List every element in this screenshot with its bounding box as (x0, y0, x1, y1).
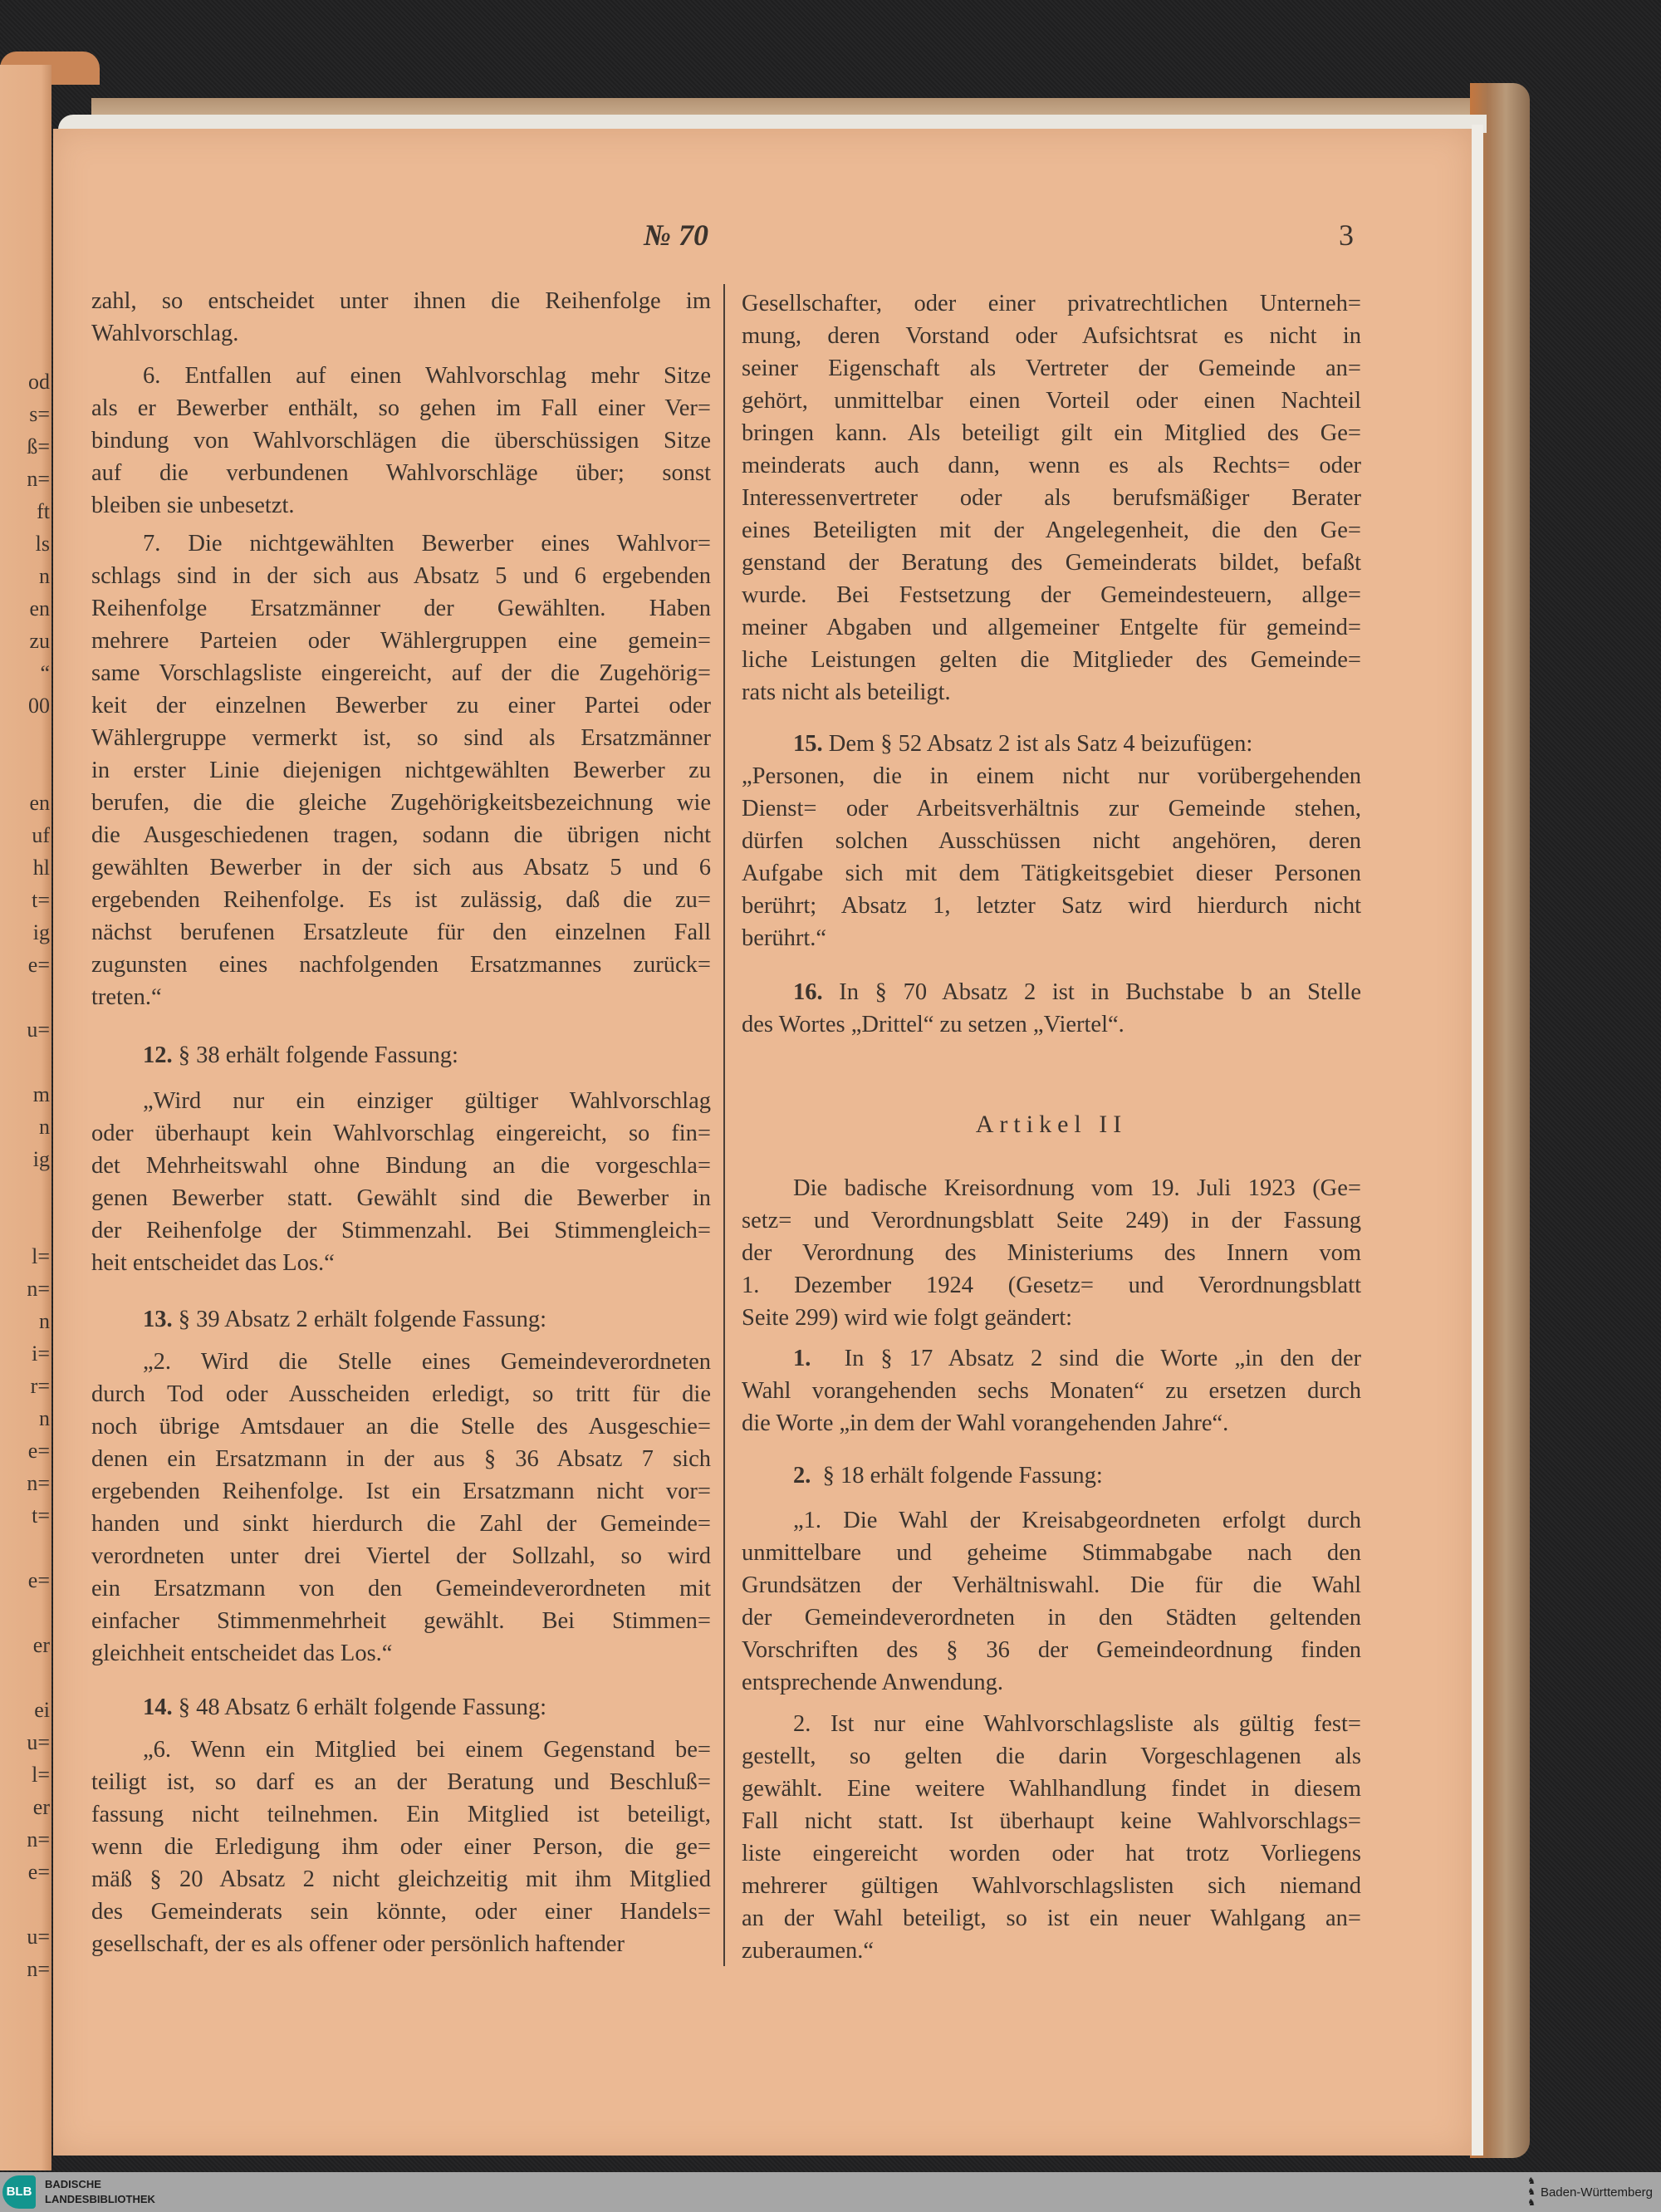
line-text: „6. Wenn ein Mitglied bei einem Gegenstand be= (143, 1737, 711, 1763)
blb-logo[interactable]: BLB (2, 2175, 36, 2209)
line-text: § 18 erhält folgende Fassung: (811, 1463, 1103, 1489)
line-text: meinderats auch dann, wenn es als Rechts= oder (742, 453, 1361, 478)
text-line (91, 851, 711, 884)
line-text: 1. Dezember 1924 (Gesetz= und Verordnungsblatt (742, 1273, 1361, 1298)
issue-number: № 70 (644, 218, 708, 252)
line-text: „Wird nur ein einziger gültiger Wahlvorschlag (143, 1088, 711, 1114)
fragment-line: ft (37, 499, 50, 523)
item-number: 14. (143, 1695, 173, 1720)
line-text: „1. Die Wahl der Kreisabgeordneten erfolgt durch (793, 1508, 1361, 1533)
fragment-line: e= (27, 1439, 50, 1463)
article-heading: Artikel II (975, 1111, 1128, 1138)
text-line (742, 611, 1361, 644)
line-text: mung, deren Vorstand oder Aufsichtsrat es nicht in (742, 323, 1361, 349)
text-line (742, 320, 1361, 352)
fragment-line: en (29, 791, 50, 815)
text-line (742, 1708, 1361, 1740)
previous-page-text-fragments (2, 365, 50, 1985)
fragment-line (2, 1661, 50, 1694)
previous-page-edge (0, 65, 51, 2170)
text-line (742, 922, 1361, 954)
line-text: des Wortes „Drittel“ zu setzen „Viertel“. (742, 1012, 1124, 1037)
line-text: liche Leistungen gelten die Mitglieder des Gemeinde= (742, 647, 1361, 673)
line-text: rats nicht als beteiligt. (742, 679, 951, 705)
fragment-line: n= (27, 467, 50, 491)
text-line (91, 884, 711, 916)
line-text: keit der einzelnen Bewerber zu einer Partei oder (91, 693, 711, 719)
paragraph (91, 1039, 711, 1072)
line-text: treten.“ (91, 984, 162, 1010)
line-text: In § 70 Absatz 2 ist in Buchstabe b an Stelle (822, 979, 1361, 1005)
text-line (91, 981, 711, 1013)
line-text: wurde. Bei Festsetzung der Gemeindesteuern, allge= (742, 582, 1361, 608)
text-line (742, 792, 1361, 825)
text-line (91, 1798, 711, 1831)
text-line (91, 1475, 711, 1508)
item-number: 1. (793, 1346, 811, 1371)
line-text: „2. Wird die Stelle eines Gemeindeverordneten (143, 1349, 711, 1375)
line-text: setz= und Verordnungsblatt Seite 249) in der Fassung (742, 1208, 1361, 1234)
text-line (91, 1896, 711, 1928)
library-name-line1: BADISCHE (45, 2178, 101, 2190)
line-text: Die badische Kreisordnung vom 19. Juli 1923 (Ge= (793, 1175, 1361, 1201)
text-line (742, 1902, 1361, 1935)
line-text: zahl, so entscheidet unter ihnen die Reihenfolge im (91, 288, 711, 314)
fragment-line: t= (32, 1503, 50, 1528)
text-line (91, 689, 711, 722)
line-text: mäß § 20 Absatz 2 nicht gleichzeitig mit ihm Mitglied (91, 1866, 711, 1892)
fragment-line: n (39, 1309, 50, 1333)
line-text: mehrerer gültigen Wahlvorschlagslisten sich niemand (742, 1873, 1361, 1899)
item-number: 13. (143, 1307, 173, 1332)
fragment-line: ls (35, 532, 50, 556)
text-line (742, 287, 1361, 320)
line-text: Dienst= oder Arbeitsverhältnis zur Gemeinde stehen, (742, 796, 1361, 822)
line-text: gehört, unmittelbar einen Vorteil oder einen Nachteil (742, 388, 1361, 414)
text-line (742, 857, 1361, 890)
line-text: nächst berufenen Ersatzleute für den einzelnen Fall (91, 920, 711, 945)
text-line (91, 1831, 711, 1863)
text-line (91, 1247, 711, 1279)
fragment-line: l= (32, 1763, 50, 1787)
text-line (742, 1537, 1361, 1569)
line-text: ein Ersatzmann von den Gemeindeverordneten mit (91, 1576, 711, 1601)
paragraph (91, 1691, 711, 1724)
line-text: gesellschaft, der es als offener oder persönlich haftender (91, 1931, 625, 1957)
text-line (91, 1039, 711, 1072)
item-number: 16. (793, 979, 823, 1005)
text-line (91, 424, 711, 457)
text-line (91, 317, 711, 350)
text-line (742, 976, 1361, 1008)
line-text: ergebenden Reihenfolge. Ist ein Ersatzmann nicht vor= (91, 1479, 711, 1504)
text-line (742, 1870, 1361, 1902)
text-line (91, 1691, 711, 1724)
text-line (742, 1634, 1361, 1666)
paragraph (742, 760, 1361, 954)
line-text: an der Wahl beteiligt, so ist ein neuer Wahlgang an= (742, 1905, 1361, 1931)
text-line (91, 1637, 711, 1670)
fragment-line: u= (27, 1018, 50, 1042)
text-line (742, 1204, 1361, 1237)
fragment-line: od (28, 370, 50, 394)
line-text: in erster Linie diejenigen nichtgewählten Bewerber zu (91, 758, 711, 783)
fragment-line (2, 722, 50, 754)
line-text: Gesellschafter, oder einer privatrechtlichen Unterneh= (742, 291, 1361, 316)
text-line (91, 1378, 711, 1410)
fragment-line: n (39, 1406, 50, 1430)
fragment-line (2, 1596, 50, 1629)
text-line (742, 1740, 1361, 1773)
text-line (742, 385, 1361, 417)
text-line (91, 489, 711, 522)
line-text: fassung nicht teilnehmen. Ein Mitglied ist beteiligt, (91, 1802, 711, 1827)
text-line (742, 1172, 1361, 1204)
text-line (742, 1666, 1361, 1699)
fragment-line: zu (29, 629, 50, 653)
fragment-line (2, 1532, 50, 1564)
text-line (742, 1302, 1361, 1334)
fragment-line: n= (27, 1277, 50, 1301)
line-text: handen und sinkt hierdurch die Zahl der Gemeinde= (91, 1511, 711, 1537)
line-text: berufen, die die gleiche Zugehörigkeitsbezeichnung wie (91, 790, 711, 816)
line-text: 2. Ist nur eine Wahlvorschlagsliste als gültig fest= (793, 1711, 1361, 1737)
text-line (742, 760, 1361, 792)
line-text: Wahlvorschlag. (91, 321, 239, 346)
fragment-line: r= (30, 1374, 50, 1398)
line-text: Vorschriften des § 36 der Gemeindeordnung finden (742, 1637, 1361, 1663)
text-line (91, 819, 711, 851)
line-text: gewählten Bewerber in der sich aus Absatz 5 und 6 (91, 855, 711, 880)
text-line (91, 1214, 711, 1247)
line-text: entsprechende Anwendung. (742, 1670, 1003, 1695)
line-text: auf die verbundenen Wahlvorschläge über; sonst (91, 460, 711, 486)
fragment-line: m (32, 1082, 50, 1106)
text-line (91, 625, 711, 657)
text-line (742, 547, 1361, 579)
line-text: Dem § 52 Absatz 2 ist als Satz 4 beizufügen: (822, 731, 1253, 757)
fragment-line (2, 754, 50, 787)
fragment-line: uf (32, 823, 50, 847)
text-line (742, 449, 1361, 482)
fragment-line: l= (32, 1244, 50, 1268)
line-text: Wahl vorangehenden sechs Monaten“ zu ersetzen durch (742, 1378, 1361, 1404)
fragment-line: e= (27, 953, 50, 977)
line-text: des Gemeinderats sein könnte, oder einer Handels= (91, 1899, 711, 1925)
line-text: meiner Abgaben und allgemeiner Entgelte für gemeind= (742, 615, 1361, 640)
line-text: gleichheit entscheidet das Los.“ (91, 1641, 393, 1666)
fragment-line (2, 1208, 50, 1240)
text-line (742, 1935, 1361, 1967)
fragment-line: er (32, 1633, 50, 1657)
paragraph (91, 1346, 711, 1670)
line-text: ergebenden Reihenfolge. Es ist zulässig, daß die zu= (91, 887, 711, 913)
line-text: einfacher Stimmenmehrheit gewählt. Bei Stimmen= (91, 1608, 711, 1634)
text-line (742, 1773, 1361, 1805)
paragraph (91, 1303, 711, 1336)
item-number: 15. (793, 731, 823, 757)
paragraph (742, 1504, 1361, 1699)
line-text: als er Bewerber enthält, so gehen im Fall einer Ver= (91, 395, 711, 421)
baden-wuerttemberg-logo[interactable] (1527, 2172, 1653, 2212)
fragment-line (2, 1888, 50, 1920)
fragment-line: u= (27, 1730, 50, 1754)
fragment-line: n (39, 1115, 50, 1139)
fragment-line: n= (27, 1827, 50, 1852)
text-line (91, 754, 711, 787)
line-text: bringen kann. Als beteiligt gilt ein Mitglied des Ge= (742, 420, 1361, 446)
fragment-line: ig (32, 1147, 50, 1171)
fragment-line (2, 981, 50, 1013)
text-line (742, 1569, 1361, 1601)
paragraph (742, 976, 1361, 1041)
text-line (91, 1734, 711, 1766)
line-text: wenn die Erledigung ihm oder einer Person, die ge= (91, 1834, 711, 1860)
line-text: mehrere Parteien oder Wählergruppen eine gemein= (91, 628, 711, 654)
text-line (91, 1508, 711, 1540)
text-line (91, 1303, 711, 1336)
text-line (91, 285, 711, 317)
fragment-line: ß= (27, 434, 50, 459)
line-text: zugunsten eines nachfolgenden Ersatzmannes zurück= (91, 952, 711, 978)
line-text: gewählt. Eine weitere Wahlhandlung findet in diesem (742, 1776, 1361, 1802)
line-text: bleiben sie unbesetzt. (91, 493, 295, 518)
fragment-line: e= (27, 1568, 50, 1592)
text-line (91, 560, 711, 592)
text-line (742, 1375, 1361, 1407)
line-text: der Gemeindeverordneten in den Städten geltenden (742, 1605, 1361, 1631)
line-text: Fall nicht statt. Ist überhaupt keine Wahlvorschlags= (742, 1808, 1361, 1834)
library-name[interactable] (45, 2177, 155, 2207)
text-line (742, 676, 1361, 709)
text-line (742, 1269, 1361, 1302)
paragraph (91, 360, 711, 522)
line-text: § 48 Absatz 6 erhält folgende Fassung: (172, 1695, 547, 1720)
fragment-line: “ (40, 661, 50, 685)
line-text: noch übrige Amtsdauer an die Stelle des Ausgeschie= (91, 1414, 711, 1440)
state-name: Baden-Württemberg (1540, 2185, 1653, 2200)
paragraph (91, 527, 711, 1013)
fragment-line: 00 (28, 694, 50, 718)
line-text: der Verordnung des Ministeriums des Innern vom (742, 1240, 1361, 1266)
page-stack-edge-right (1472, 125, 1483, 2156)
text-line (742, 644, 1361, 676)
text-line (742, 825, 1361, 857)
text-line (91, 457, 711, 489)
fragment-line: ei (34, 1698, 50, 1722)
line-text: Wählergruppe vermerkt ist, so sind als Ersatzmänner (91, 725, 711, 751)
text-line (742, 1407, 1361, 1440)
line-text: unmittelbare und geheime Stimmabgabe nach den (742, 1540, 1361, 1566)
item-number: 12. (143, 1042, 173, 1068)
text-line (91, 1443, 711, 1475)
text-line (742, 1342, 1361, 1375)
footer-bar (0, 2172, 1661, 2212)
fragment-line: n (39, 564, 50, 588)
line-text: 6. Entfallen auf einen Wahlvorschlag mehr Sitze (143, 363, 711, 389)
line-text: zuberaumen.“ (742, 1938, 875, 1964)
text-line (742, 1237, 1361, 1269)
column-divider (723, 284, 725, 1966)
text-line (91, 787, 711, 819)
line-text: bindung von Wahlvorschlägen die überschüssigen Sitze (91, 428, 711, 454)
line-text: die Ausgeschiedenen tragen, sodann die übrigen nicht (91, 822, 711, 848)
text-line (742, 352, 1361, 385)
text-line (91, 360, 711, 392)
text-line (742, 1008, 1361, 1041)
line-text: heit entscheidet das Los.“ (91, 1250, 335, 1276)
text-line (91, 592, 711, 625)
text-line (91, 1410, 711, 1443)
text-line (742, 1601, 1361, 1634)
text-line (742, 890, 1361, 922)
fragment-line (2, 1046, 50, 1078)
line-text: genen Bewerber statt. Gewählt sind die Bewerber in (91, 1185, 711, 1211)
text-line (91, 527, 711, 560)
text-line (91, 949, 711, 981)
line-text: 7. Die nichtgewählten Bewerber eines Wahlvor= (143, 531, 711, 557)
fragment-line: s= (29, 402, 50, 426)
text-line (91, 1863, 711, 1896)
text-line (91, 1572, 711, 1605)
paragraph (91, 1085, 711, 1279)
line-text: durch Tod oder Ausscheiden erledigt, so tritt für die (91, 1381, 711, 1407)
text-line (91, 1540, 711, 1572)
text-line (742, 417, 1361, 449)
fragment-line: i= (32, 1341, 50, 1366)
text-line (742, 579, 1361, 611)
text-line (91, 722, 711, 754)
text-line (91, 1117, 711, 1150)
page-number: 3 (1339, 218, 1354, 252)
line-text: „Personen, die in einem nicht nur vorübergehenden (742, 763, 1361, 789)
text-line (91, 916, 711, 949)
fragment-line: n= (27, 1471, 50, 1495)
text-line (91, 392, 711, 424)
fragment-line: er (32, 1795, 50, 1819)
line-text: Seite 299) wird wie folgt geändert: (742, 1305, 1073, 1331)
line-text: Reihenfolge Ersatzmänner der Gewählten. Haben (91, 596, 711, 621)
text-line (742, 1805, 1361, 1837)
fragment-line: u= (27, 1925, 50, 1949)
line-text: liste eingereicht worden oder hat trotz Vorliegens (742, 1841, 1361, 1866)
line-text: gestellt, so gelten die darin Vorgeschlagenen als (742, 1744, 1361, 1769)
line-text: seiner Eigenschaft als Vertreter der Gemeinde an= (742, 356, 1361, 381)
text-line (91, 1928, 711, 1960)
line-text: oder überhaupt kein Wahlvorschlag eingereicht, so fin= (91, 1121, 711, 1146)
library-name-line2: LANDESBIBLIOTHEK (45, 2193, 155, 2205)
text-line (91, 1766, 711, 1798)
paragraph (742, 1708, 1361, 1967)
text-line (91, 1182, 711, 1214)
text-line (91, 1150, 711, 1182)
line-text: § 38 erhält folgende Fassung: (172, 1042, 458, 1068)
text-line (742, 728, 1361, 760)
fragment-line: hl (32, 856, 50, 880)
lions-icon: ♞ ♞ ♞ (1527, 2175, 1536, 2208)
line-text: Interessenvertreter oder als berufsmäßiger Berater (742, 485, 1361, 511)
line-text: In § 17 Absatz 2 sind die Worte „in den der (811, 1346, 1361, 1371)
item-number: 2. (793, 1463, 811, 1489)
line-text: § 39 Absatz 2 erhält folgende Fassung: (172, 1307, 547, 1332)
text-line (91, 657, 711, 689)
paragraph (742, 1342, 1361, 1440)
text-line (742, 482, 1361, 514)
paragraph (742, 287, 1361, 709)
text-line (91, 1605, 711, 1637)
line-text: genstand der Beratung des Gemeinderats bildet, befaßt (742, 550, 1361, 576)
line-text: die Worte „in dem der Wahl vorangehenden Jahre“. (742, 1410, 1229, 1436)
paragraph (742, 1459, 1361, 1492)
paragraph (91, 285, 711, 350)
line-text: det Mehrheitswahl ohne Bindung an die vorgeschla= (91, 1153, 711, 1179)
text-line (742, 514, 1361, 547)
line-text: Grundsätzen der Verhältniswahl. Die für die Wahl (742, 1572, 1361, 1598)
line-text: verordneten unter drei Viertel der Sollzahl, so wird (91, 1543, 711, 1569)
line-text: dürfen solchen Ausschüssen nicht angehören, deren (742, 828, 1361, 854)
fragment-line: n= (27, 1957, 50, 1981)
line-text: schlags sind in der sich aus Absatz 5 und 6 ergebenden (91, 563, 711, 589)
line-text: teiligt ist, so darf es an der Beratung und Beschluß= (91, 1769, 711, 1795)
fragment-line: t= (32, 888, 50, 912)
text-line (91, 1085, 711, 1117)
fragment-line: en (29, 596, 50, 620)
text-line (742, 1504, 1361, 1537)
fragment-line: e= (27, 1860, 50, 1884)
fragment-line: ig (32, 920, 50, 944)
text-line (742, 1837, 1361, 1870)
paragraph (742, 728, 1361, 760)
line-text: berührt; Absatz 1, letzter Satz wird hierdurch nicht (742, 893, 1361, 919)
fragment-line (2, 1175, 50, 1208)
line-text: denen ein Ersatzmann in der aus § 36 Absatz 7 sich (91, 1446, 711, 1472)
text-line (91, 1346, 711, 1378)
paragraph (91, 1734, 711, 1960)
line-text: eines Beteiligten mit der Angelegenheit, die den Ge= (742, 517, 1361, 543)
line-text: Aufgabe sich mit dem Tätigkeitsgebiet dieser Personen (742, 861, 1361, 886)
line-text: berührt.“ (742, 925, 827, 951)
paragraph (742, 1172, 1361, 1334)
text-line (742, 1459, 1361, 1492)
line-text: same Vorschlagsliste eingereicht, auf der die Zugehörig= (91, 660, 711, 686)
line-text: der Reihenfolge der Stimmenzahl. Bei Stimmengleich= (91, 1218, 711, 1243)
